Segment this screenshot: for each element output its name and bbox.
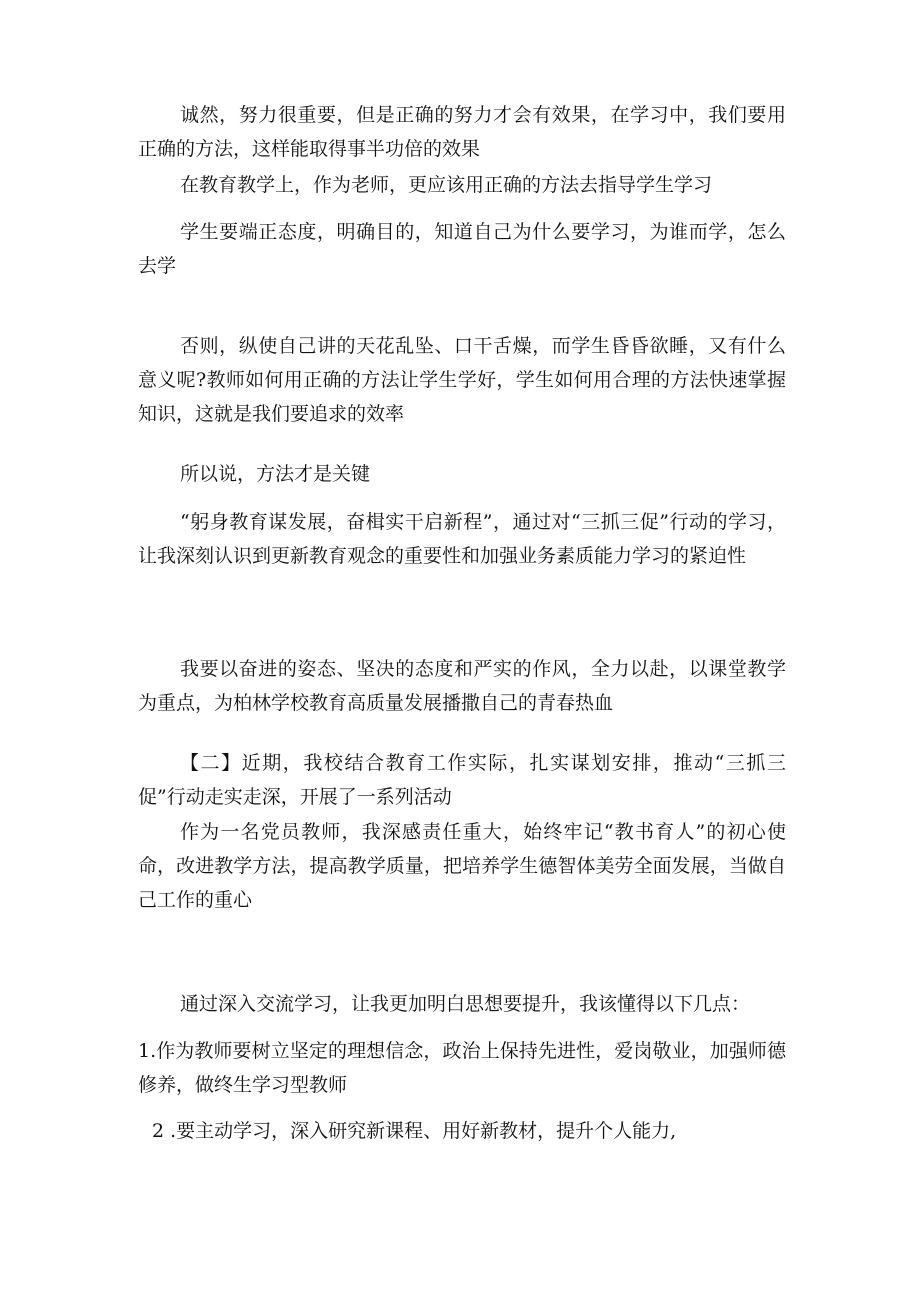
paragraph-9: 作为一名党员教师，我深感责任重大，始终牢记“教书育人”的初心使命，改进教学方法，提高教学质量，把培养学生德智体美劳全面发展，当做自己工作的重心 (138, 821, 786, 911)
paragraph-4: 否则，纵使自己讲的天花乱坠、口干舌燥，而学生昏昏欲睡，又有什么意义呢?教师如何用正确的方法让学生学好，学生如何用合理的方法快速掌握知识，这就是我们要追求的效率 (138, 335, 786, 425)
paragraph-7: 我要以奋进的姿态、坚决的态度和严实的作风，全力以赴，以课堂教学为重点，为柏林学校教育高质量发展播撒自己的青春热血 (138, 658, 786, 714)
paragraph-8: 【二】近期，我校结合教育工作实际，扎实谋划安排，推动“三抓三促”行动走实走深，开展了一系列活动 (138, 752, 786, 808)
paragraph-2: 在教育教学上，作为老师，更应该用正确的方法去指导学生学习 (180, 174, 713, 196)
paragraph-12: 2 .要主动学习，深入研究新课程、用好新教材，提升个人能力, (152, 1120, 677, 1142)
paragraph-6: “躬身教育谋发展，奋楫实干启新程”，通过对“三抓三促”行动的学习，让我深刻认识到更新教育观念的重要性和加强业务素质能力学习的紧迫性 (138, 511, 786, 567)
paragraph-1: 诚然，努力很重要，但是正确的努力才会有效果，在学习中，我们要用正确的方法，这样能取得事半功倍的效果 (138, 104, 786, 160)
paragraph-3: 学生要端正态度，明确目的，知道自己为什么要学习，为谁而学，怎么去学 (138, 221, 786, 277)
paragraph-5: 所以说，方法才是关键 (180, 463, 371, 485)
paragraph-10: 通过深入交流学习，让我更加明白思想要提升，我该懂得以下几点： (180, 993, 751, 1015)
paragraph-11: 1.作为教师要树立坚定的理想信念，政治上保持先进性，爱岗敬业，加强师德修养，做终生学习型教师 (138, 1040, 786, 1096)
